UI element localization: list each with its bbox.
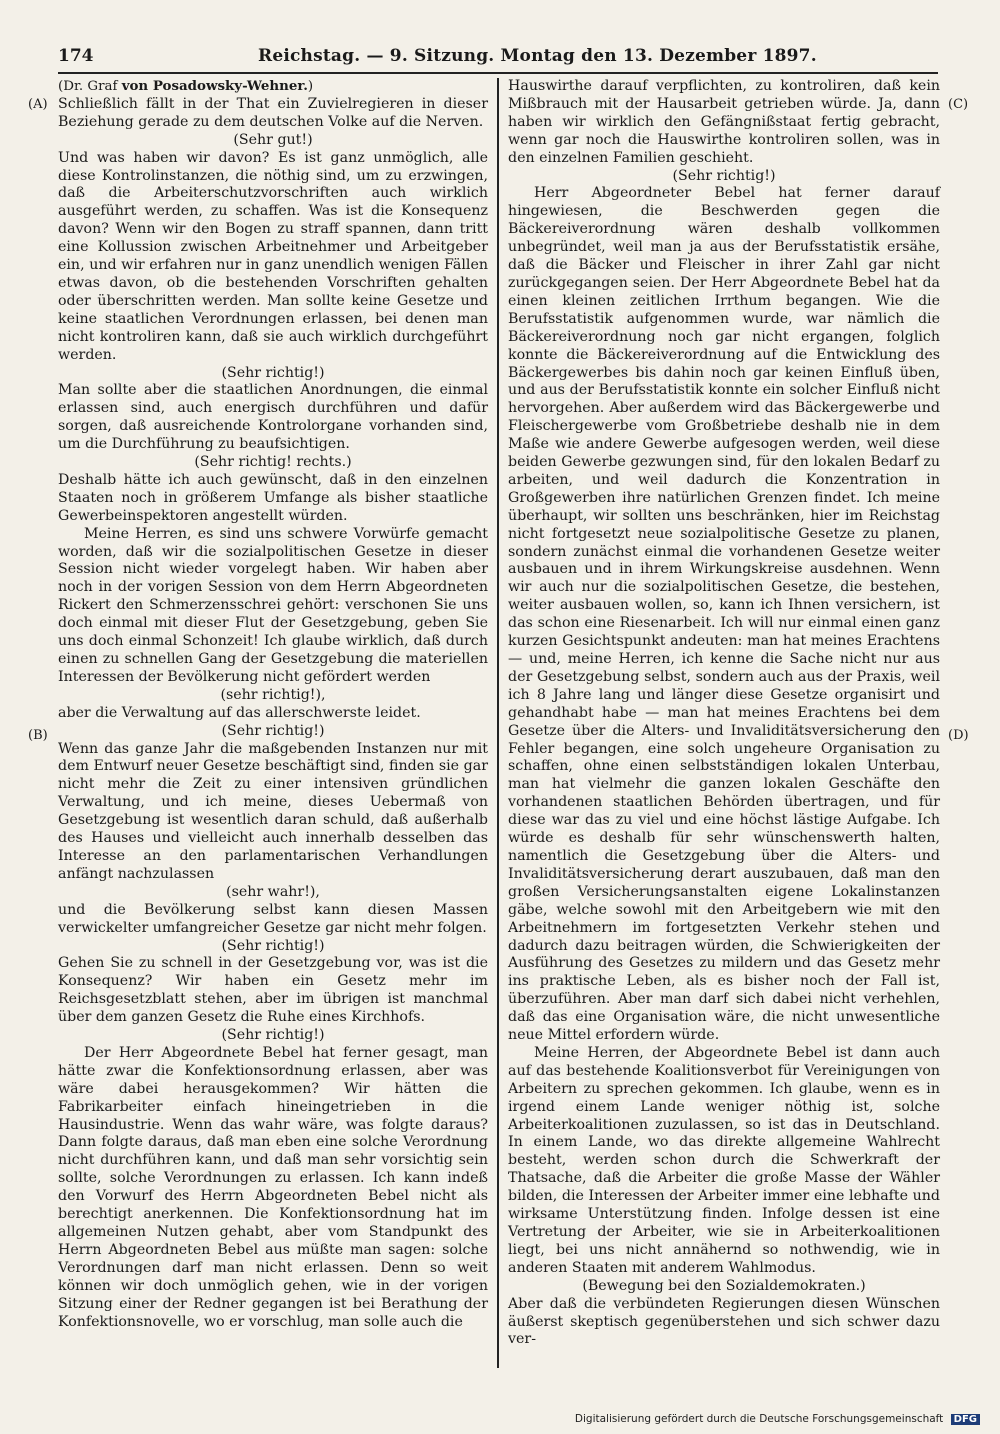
running-title: Reichstag. — 9. Sitzung. Montag den 13. Dezember 1897. [258,46,817,66]
interjection: (Sehr richtig!) [672,167,776,184]
paragraph: Deshalb hätte ich auch gewünscht, daß in den einzelnen Staaten noch in größerem Umfange als bisher staatliche Gewerbeinspektoren angestellt würden. [58,471,488,524]
paragraph: Meine Herren, der Abgeordnete Bebel ist dann auch auf das bestehende Koalitionsverbot für Vereinigungen von Arbeitern zu sprechen gekommen. Ich glaube, wenn es in irgend einem Lande weniger nöthig ist, solche Arbeiterkoalitionen zuzulassen, so ist das in Deutschland. In einem Lande, wo das direkte allgemeine Wahlrecht besteht, werden schon durch die Schwerkraft der Thatsache, daß die Arbeiter die große Masse der Wähler bilden, die Interessen der Arbeiter immer eine lebhafte und wirksame Unterstützung finden. Infolge dessen ist eine Vertretung der Arbeiter, wie sie in Arbeiterkoalitionen liegt, bei uns nicht annähernd so nothwendig, wie in anderen Staaten mit anderem Wahlmodus. [508,1044,940,1276]
margin-mark-b: (B) [28,728,48,743]
margin-mark-a: (A) [28,97,48,112]
page-number: 174 [58,46,94,66]
paragraph: Man sollte aber die staatlichen Anordnungen, die einmal erlassen sind, auch energisch durchführen und dafür sorgen, daß ausreichende Kontrolorgane vorhanden sind, um die Durchführung zu beaufsichtigen. [58,382,488,453]
paragraph: Gehen Sie zu schnell in der Gesetzgebung vor, was ist die Konsequenz? Wir haben ein Gesetz mehr im Reichsgesetzblatt stehen, aber im übrigen ist manchmal über dem ganzen Gesetz die Ruhe eines Kirchhofs. [58,955,488,1026]
interjection: (Sehr richtig! rechts.) [194,454,352,471]
column-divider [497,78,499,1368]
interjection: (Bewegung bei den Sozialdemokraten.) [582,1277,866,1294]
paragraph: Aber daß die verbündeten Regierungen diesen Wünschen äußerst skeptisch gegenüberstehen und sich schwer dazu ver- [508,1295,940,1348]
paragraph: und die Bevölkerung selbst kann diesen Massen verwickelter umfangreicher Gesetze gar nicht mehr folgen. [58,901,488,936]
left-column [58,78,488,1331]
speaker-prefix: (Dr. Graf [58,79,122,94]
interjection: (Sehr richtig!) [221,1027,325,1044]
margin-mark-d: (D) [948,728,969,743]
dfg-logo: DFG [951,1414,980,1425]
paragraph: Der Herr Abgeordnete Bebel hat ferner gesagt, man hätte zwar die Konfektionsordnung erlassen, aber was wäre dabei herausgekommen? Wir hätten die Fabrikarbeiter einfach hineingetrieben in die Hausindustrie. Wenn das wahr wäre, was folgte daraus? Dann folgte daraus, daß man eben eine solche Verordnung nicht durchführen kann, und daß man sehr vorsichtig sein sollte, solche Verordnungen zu erlassen. Ich kann indeß den Vorwurf des Herrn Abgeordneten Bebel nicht als berechtigt anerkennen. Die Konfektionsordnung hat im allgemeinen Nutzen gehabt, aber vom Standpunkt des Herrn Abgeordneten Bebel aus müßte man sagen: solche Verordnungen darf man nicht erlassen. Denn so weit können wir doch unmöglich gehen, wie in der vorigen Sitzung einer der Redner gegangen ist bei Berathung der Konfektionsnovelle, wo er vorschlug, man solle auch die [58,1044,488,1330]
paragraph: Wenn das ganze Jahr die maßgebenden Instanzen nur mit dem Entwurf neuer Gesetze beschäftigt sind, finden sie gar nicht mehr die Zeit zu einer intensiven gründlichen Verwaltung, und ich meine, dieses Uebermaß von Gesetzgebung ist wesentlich daran schuld, daß außerhalb des Hauses und vielleicht auch innerhalb desselben das Interesse an den parlamentarischen Verhandlungen anfängt nachzulassen [58,740,488,882]
header-rule [58,72,938,74]
paragraph: aber die Verwaltung auf das allerschwerste leidet. [58,704,421,721]
speaker-suffix: ) [307,79,314,94]
paragraph: Schließlich fällt in der That ein Zuvielregieren in dieser Beziehung gerade zu dem deutschen Volke auf die Nerven. [58,95,488,130]
interjection: (sehr richtig!), [220,686,326,703]
page-header [58,46,938,72]
footer-text: Digitalisierung gefördert durch die Deutsche Forschungsgemeinschaft [574,1413,944,1425]
paragraph: Und was haben wir davon? Es ist ganz unmöglich, alle diese Kontrolinstanzen, die nöthig sind, um zu erzwingen, daß die Arbeiterschutzvorschriften auch wirklich ausgeführt werden, zu schaffen. Was ist die Konsequenz davon? Wenn wir den Bogen zu straff spannen, dann tritt eine Kollussion zwischen Arbeitnehmer und Arbeitgeber ein, und wir erfahren nur in ganz unendlich wenigen Fällen etwas davon, ob die bestehenden Vorschriften gehalten oder überschritten werden. Man sollte keine Gesetze und keine staatlichen Verordnungen erlassen, bei denen man nicht kontroliren kann, daß sie auch wirklich durchgeführt werden. [58,149,488,363]
speaker-name: von Posadowsky-Wehner. [121,78,308,94]
interjection: (Sehr gut!) [233,131,313,148]
paragraph: Herr Abgeordneter Bebel hat ferner darauf hingewiesen, die Beschwerden gegen die Bäckereiverordnung wären deshalb vollkommen unbegründet, weil man ja aus der Berufsstatistik ersähe, daß die Bäcker und Fleischer in ihrer Zahl gar nicht zurückgegangen seien. Der Herr Abgeordnete Bebel hat da einen kleinen zeitlichen Irrthum begangen. Wie die Berufsstatistik aufgenommen wurde, war nämlich die Bäckereiverordnung noch gar nicht ergangen, folglich konnte die Bäckereiverordnung auf die Entwicklung des Bäckergewerbes bis dahin noch gar keinen Einfluß üben, und aus der Berufsstatistik konnte ein solcher Einfluß nicht hervorgehen. Aber außerdem wird das Bäckergewerbe und Fleischergewerbe vom Großbetriebe deshalb nie in dem Maße wie andere Gewerbe aufgesogen werden, weil diese beiden Gewerbe gezwungen sind, für den lokalen Bedarf zu arbeiten, und weil dadurch die Konzentration in Großgewerben ihre natürlichen Grenzen findet. Ich meine überhaupt, wir sollten uns beschränken, hier im Reichstag nicht fortgesetzt neue sozialpolitische Gesetze zu planen, sondern zunächst einmal die vorhandenen Gesetze weiter ausbauen und in ihrem Wirkungskreise ausdehnen. Wenn wir auch nur die sozialpolitischen Gesetze, die bestehen, weiter ausbauen wollen, so, kann ich Ihnen versichern, ist das schon eine Riesenarbeit. Ich will nur einmal einen ganz kurzen Gesichtspunkt andeuten: man hat meines Erachtens — und, meine Herren, ich kenne die Sache nicht nur aus der Gesetzgebung selbst, sondern auch aus der Praxis, weil ich 8 Jahre lang und länger diese Gesetze organisirt und gehandhabt habe — man hat meines Erachtens bei dem Gesetze über die Alters- und Invaliditätsversicherung den Fehler begangen, eine solch ungeheure Organisation zu schaffen, ohne einen selbstständigen lokalen Unterbau, man hat vielmehr die ganzen lokalen Geschäfte den vorhandenen staatlichen Behörden übertragen, und für diese war das zu viel und eine höchst lästige Aufgabe. Ich würde es deshalb für sehr wünschenswerth halten, namentlich die Gesetzgebung über die Alters- und Invaliditätsversicherung derart auszubauen, daß man den großen Versicherungsanstalten eigene Lokalinstanzen gäbe, welche sowohl mit den Arbeitgebern wie mit den Arbeitnehmern im fortgesetzten Verkehr stehen und dadurch dazu beitragen würden, die Schwierigkeiten der Ausführung des Gesetzes zu mildern und das Gesetz mehr ins praktische Leben, als es bisher noch der Fall ist, überzuführen. Aber man darf sich dabei nicht verhehlen, daß das eine Organisation wäre, die nicht unwesentliche neue Mittel erfordern würde. [508,185,940,1044]
footer-credit [575,1413,980,1425]
margin-mark-c: (C) [948,97,969,112]
interjection: (Sehr richtig!) [221,722,325,739]
right-column [508,78,940,1349]
paragraph: Meine Herren, es sind uns schwere Vorwürfe gemacht worden, daß wir die sozialpolitischen Gesetze in dieser Session nicht wieder vorgelegt haben. Wir haben aber noch in der vorigen Session von dem Herrn Abgeordneten Rickert den Schmerzensschrei gehört: verschonen Sie uns doch einmal mit dieser Flut der Gesetzgebung, geben Sie uns doch einmal Schonzeit! Ich glaube wirklich, daß durch einen zu schnellen Gang der Gesetzgebung die materiellen Interessen der Bevölkerung nicht gefördert werden [58,525,488,685]
interjection: (Sehr richtig!) [221,937,325,954]
interjection: (Sehr richtig!) [221,364,325,381]
paragraph: Hauswirthe darauf verpflichten, zu kontroliren, daß kein Mißbrauch mit der Hausarbeit getrieben würde. Ja, dann haben wir wirklich den Gefängnißstaat fertig gebracht, wenn gar noch die Hauswirthe kontroliren sollen, was in den einzelnen Familien geschieht. [508,78,940,166]
speaker-attribution [58,78,488,96]
interjection: (sehr wahr!), [226,883,320,900]
